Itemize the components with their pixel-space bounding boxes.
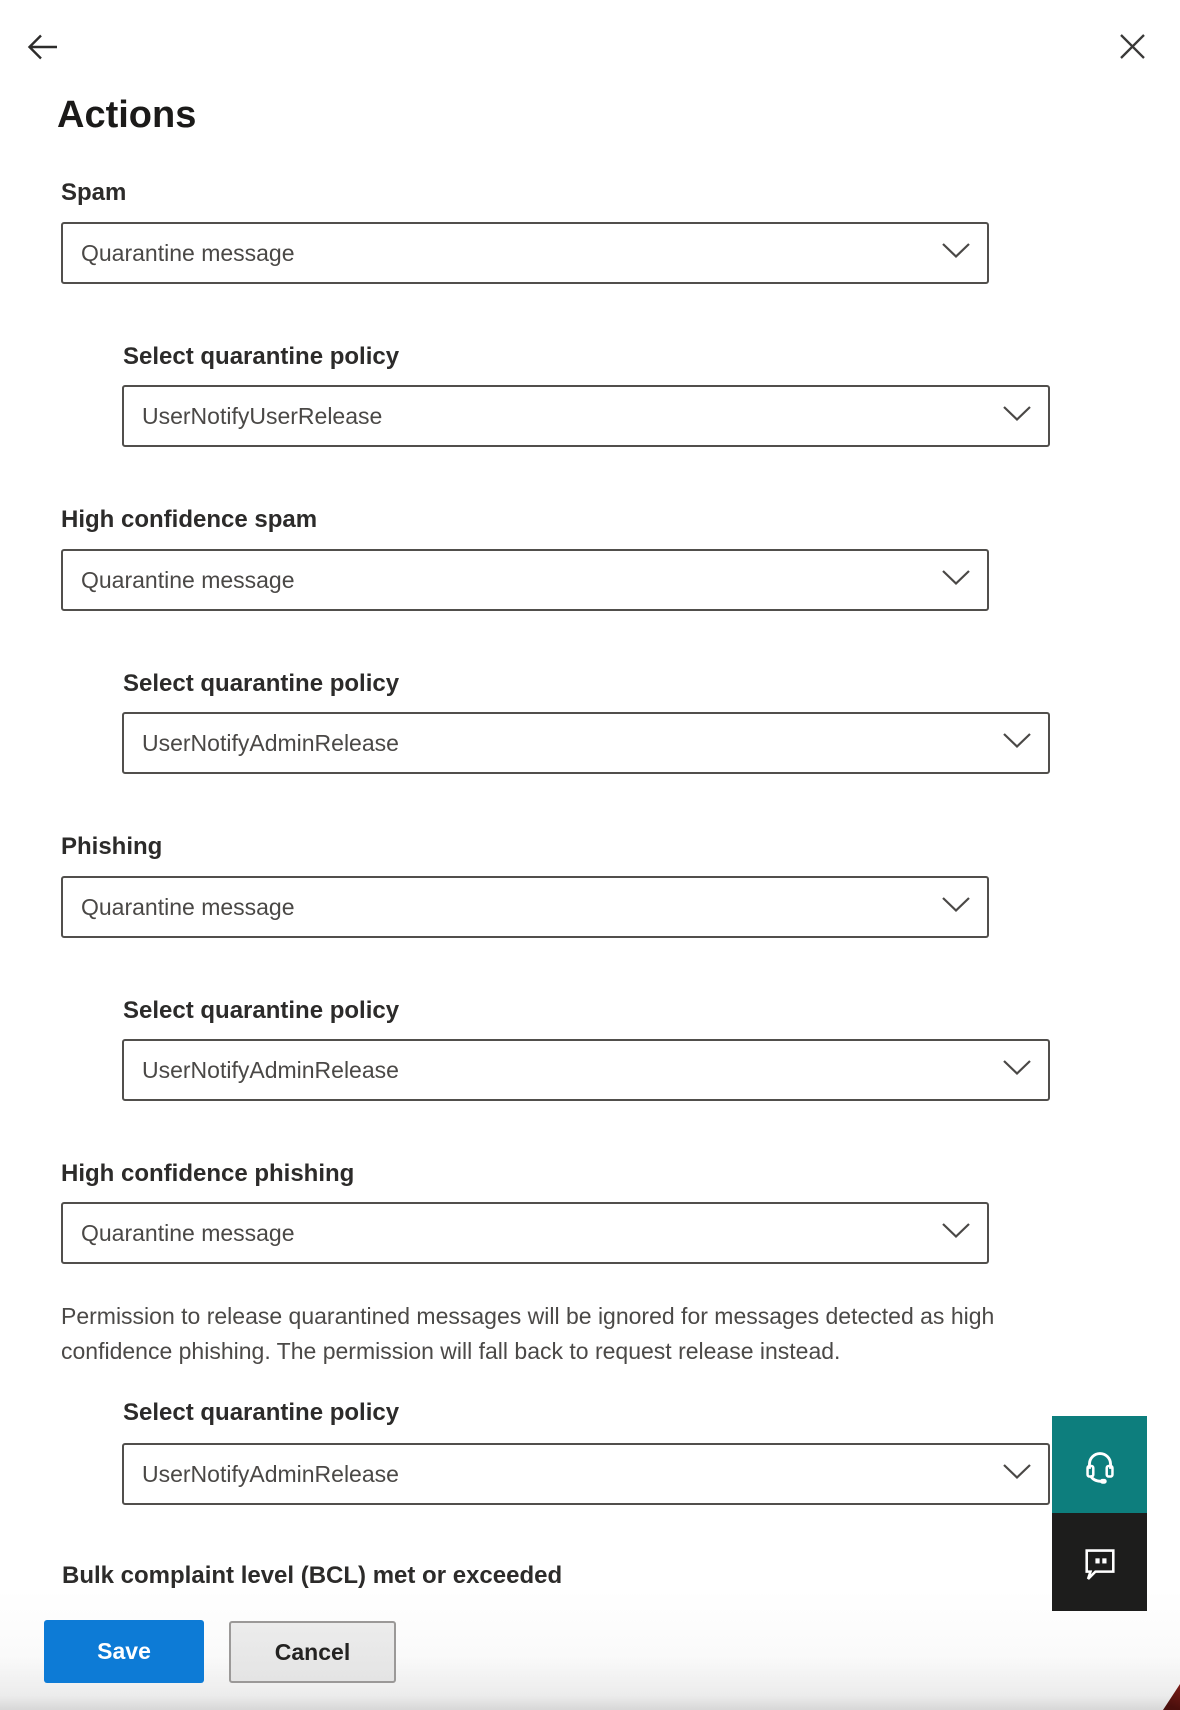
- chat-icon: [1078, 1540, 1122, 1584]
- high-confidence-phishing-policy-value: UserNotifyAdminRelease: [142, 1460, 399, 1487]
- section-label-phishing: Phishing: [61, 833, 163, 860]
- phishing-action-value: Quarantine message: [81, 893, 295, 920]
- high-confidence-phishing-action-value: Quarantine message: [81, 1219, 295, 1246]
- high-confidence-phishing-action-dropdown[interactable]: [61, 1202, 989, 1264]
- save-button[interactable]: Save: [44, 1620, 204, 1683]
- section-label-bulk-complaint-level: Bulk complaint level (BCL) met or exceeded: [62, 1562, 563, 1589]
- phishing-policy-value: UserNotifyAdminRelease: [142, 1056, 399, 1083]
- spam-action-value: Quarantine message: [81, 239, 295, 266]
- phishing-policy-dropdown[interactable]: [122, 1039, 1050, 1101]
- support-widget-button[interactable]: [1052, 1416, 1147, 1513]
- chevron-down-icon: [1002, 1059, 1032, 1081]
- spam-policy-label: Select quarantine policy: [123, 343, 400, 370]
- high-confidence-spam-action-value: Quarantine message: [81, 566, 295, 593]
- spam-policy-dropdown[interactable]: [122, 385, 1050, 447]
- chevron-down-icon: [1002, 405, 1032, 427]
- section-label-high-confidence-spam: High confidence spam: [61, 506, 318, 533]
- chevron-down-icon: [1002, 732, 1032, 754]
- back-arrow-icon: [26, 51, 60, 66]
- section-label-high-confidence-phishing: High confidence phishing: [61, 1160, 355, 1187]
- close-button[interactable]: [1119, 33, 1146, 60]
- chevron-down-icon: [941, 242, 971, 264]
- spam-policy-value: UserNotifyUserRelease: [142, 402, 383, 429]
- high-confidence-phishing-policy-label: Select quarantine policy: [123, 1399, 400, 1426]
- chevron-down-icon: [1002, 1463, 1032, 1485]
- phishing-policy-label: Select quarantine policy: [123, 997, 400, 1024]
- back-button[interactable]: [26, 31, 60, 63]
- section-label-spam: Spam: [61, 179, 127, 206]
- phishing-action-dropdown[interactable]: [61, 876, 989, 938]
- chevron-down-icon: [941, 1222, 971, 1244]
- high-confidence-phishing-note: Permission to release quarantined messages will be ignored for messages detected as high confidence phishing. The permission will fall back to request release instead.: [61, 1303, 995, 1364]
- high-confidence-spam-policy-label: Select quarantine policy: [123, 670, 400, 697]
- footer-bar: [0, 1590, 1180, 1710]
- spam-action-dropdown[interactable]: [61, 222, 989, 284]
- feedback-widget-button[interactable]: [1052, 1513, 1147, 1611]
- high-confidence-spam-policy-value: UserNotifyAdminRelease: [142, 729, 399, 756]
- headset-icon: [1077, 1442, 1123, 1488]
- high-confidence-phishing-policy-dropdown[interactable]: [122, 1443, 1050, 1505]
- chevron-down-icon: [941, 569, 971, 591]
- page-title: Actions: [57, 94, 197, 136]
- high-confidence-spam-action-dropdown[interactable]: [61, 549, 989, 611]
- close-icon: [1119, 48, 1146, 63]
- chevron-down-icon: [941, 896, 971, 918]
- cancel-button[interactable]: Cancel: [229, 1621, 396, 1683]
- high-confidence-spam-policy-dropdown[interactable]: [122, 712, 1050, 774]
